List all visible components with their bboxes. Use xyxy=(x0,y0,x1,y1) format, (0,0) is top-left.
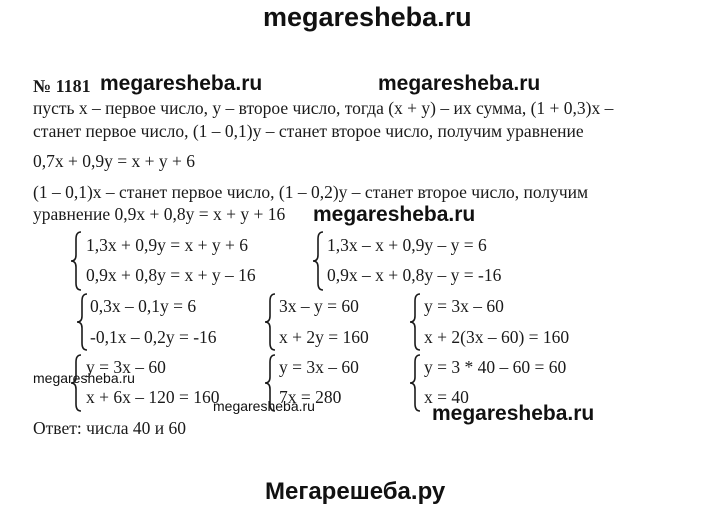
problem-number: № 1181 xyxy=(33,76,91,96)
system-7-eq-2: 7x = 280 xyxy=(279,387,342,407)
system-4-eq-1: 3x – y = 60 xyxy=(279,296,359,316)
system-7-eq-1: y = 3x – 60 xyxy=(279,357,359,377)
watermark-inline-1: megaresheba.ru xyxy=(100,72,263,95)
brace-s6 xyxy=(70,354,82,412)
system-5-eq-1: y = 3x – 60 xyxy=(424,296,504,316)
system-5-eq-2: x + 2(3x – 60) = 160 xyxy=(424,327,570,347)
text-line-5: уравнение 0,9x + 0,8y = x + y + 16 xyxy=(33,204,286,224)
system-6-eq-2: x + 6x – 120 = 160 xyxy=(86,387,220,407)
watermark-inline-3: megaresheba.ru xyxy=(313,203,476,226)
watermark-inline-4: megaresheba.ru xyxy=(33,370,135,386)
watermark-inline-2: megaresheba.ru xyxy=(378,72,541,95)
brace-s3 xyxy=(76,293,88,351)
text-line-1: пусть x – первое число, y – второе число, тогда (x + y) – их сумма, (1 + 0,3)x – xyxy=(33,98,614,118)
answer: Ответ: числа 40 и 60 xyxy=(33,418,187,438)
brace-s2 xyxy=(312,231,324,291)
watermark-inline-6: megaresheba.ru xyxy=(432,402,595,425)
watermark-bottom: Мегарешеба.ру xyxy=(265,478,446,505)
text-line-2: станет первое число, (1 – 0,1)y – станет второе число, получим уравнение xyxy=(33,121,584,141)
system-1-eq-2: 0,9x + 0,8y = x + y – 16 xyxy=(86,265,256,285)
system-8-eq-1: y = 3 * 40 – 60 = 60 xyxy=(424,357,567,377)
watermark-inline-5: megaresheba.ru xyxy=(213,398,315,414)
brace-s8 xyxy=(409,354,421,412)
watermark-top: megaresheba.ru xyxy=(263,2,472,32)
text-line-4: (1 – 0,1)x – станет первое число, (1 – 0,2)y – станет второе число, получим xyxy=(33,182,589,202)
system-3-eq-1: 0,3x – 0,1y = 6 xyxy=(90,296,197,316)
system-6-eq-1: y = 3x – 60 xyxy=(86,357,166,377)
system-2-eq-1: 1,3x – x + 0,9y – y = 6 xyxy=(327,235,487,255)
text-line-3: 0,7x + 0,9y = x + y + 6 xyxy=(33,151,195,171)
system-3-eq-2: -0,1x – 0,2y = -16 xyxy=(90,327,217,347)
brace-s1 xyxy=(70,231,82,291)
system-1-eq-1: 1,3x + 0,9y = x + y + 6 xyxy=(86,235,248,255)
system-4-eq-2: x + 2y = 160 xyxy=(279,327,369,347)
brace-s4 xyxy=(264,293,276,351)
system-8-eq-2: x = 40 xyxy=(424,387,469,407)
system-2-eq-2: 0,9x – x + 0,8y – y = -16 xyxy=(327,265,502,285)
brace-s5 xyxy=(409,293,421,351)
brace-s7 xyxy=(264,354,276,412)
